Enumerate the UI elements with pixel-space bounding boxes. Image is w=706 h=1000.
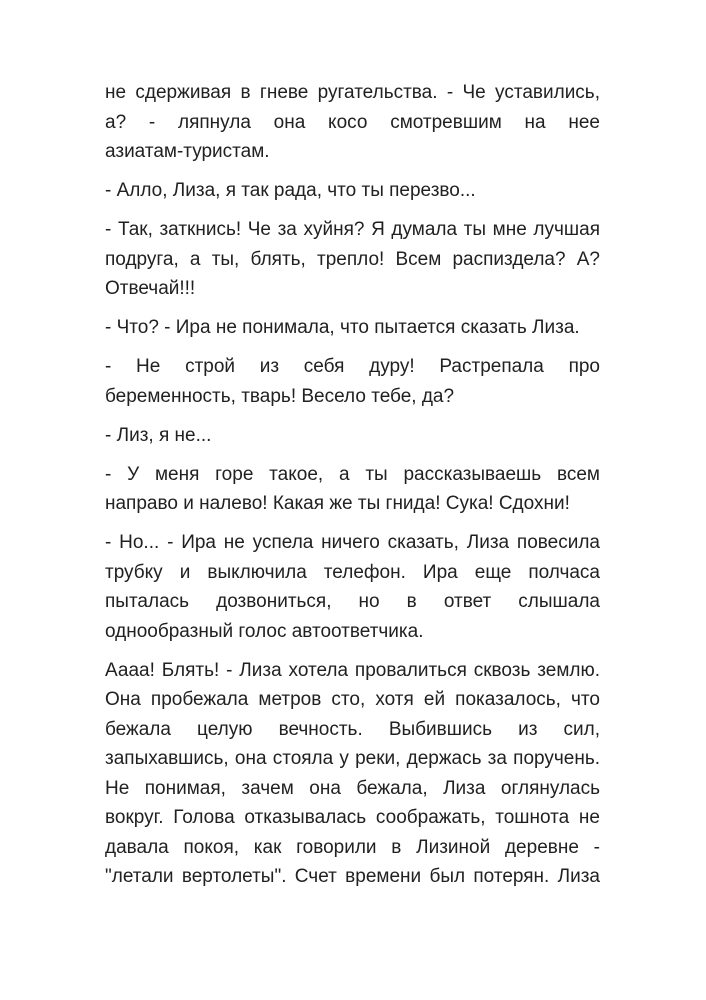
text-line: запыхавшись, она стояла у реки, держась за поручень. xyxy=(105,748,600,769)
paragraph xyxy=(105,656,600,892)
paragraph xyxy=(105,352,600,411)
text-line: Отвечай!!! xyxy=(105,278,196,299)
text-line: - Но... - Ира не успела ничего сказать, Лиза повесила xyxy=(105,532,600,553)
text-line: пыталась дозвониться, но в ответ слышала xyxy=(105,591,600,612)
text-line: Аааа! Блять! - Лиза хотела провалиться сквозь землю. xyxy=(105,659,600,681)
text-line: не сдерживая в гневе ругательства. - Че уставились, xyxy=(105,82,600,103)
text-line: - У меня горе такое, а ты рассказываешь всем xyxy=(105,463,600,485)
text-line: "летали вертолеты". Счет времени был потерян. Лиза xyxy=(105,866,600,887)
text-line: давала покоя, как говорили в Лизиной деревне - xyxy=(105,836,600,858)
paragraph xyxy=(105,528,600,646)
text-line: однообразный голос автоответчика. xyxy=(105,620,424,642)
text-line: а? - ляпнула она косо смотревшим на нее xyxy=(105,111,600,133)
paragraph xyxy=(105,176,600,206)
paragraph xyxy=(105,421,600,451)
paragraph xyxy=(105,215,600,304)
paragraph xyxy=(105,78,600,167)
text-line: подруга, а ты, блять, трепло! Всем распиздела? А? xyxy=(105,248,600,270)
text-line: беременность, тварь! Весело тебе, да? xyxy=(105,385,455,407)
text-line: трубку и выключила телефон. Ира еще полчаса xyxy=(105,561,600,583)
paragraph xyxy=(105,460,600,519)
text-line: азиатам-туристам. xyxy=(105,141,270,162)
text-line: Она пробежала метров сто, хотя ей показалось, что xyxy=(105,689,600,710)
paragraph xyxy=(105,313,600,343)
text-line: - Что? - Ира не понимала, что пытается сказать Лиза. xyxy=(105,317,580,338)
text-line: - Лиз, я не... xyxy=(105,424,212,446)
text-line: вокруг. Голова отказывалась соображать, тошнота не xyxy=(105,807,600,828)
text-line: направо и налево! Какая же ты гнида! Сука! Сдохни! xyxy=(105,493,570,514)
text-line: бежала целую вечность. Выбившись из сил, xyxy=(105,718,600,740)
text-line: - Алло, Лиза, я так рада, что ты перезво... xyxy=(105,180,476,201)
text-line: Не понимая, зачем она бежала, Лиза оглянулась xyxy=(105,777,600,799)
text-line: - Так, заткнись! Че за хуйня? Я думала ты мне лучшая xyxy=(105,219,600,240)
text-line: - Не строй из себя дуру! Растрепала про xyxy=(105,356,600,377)
